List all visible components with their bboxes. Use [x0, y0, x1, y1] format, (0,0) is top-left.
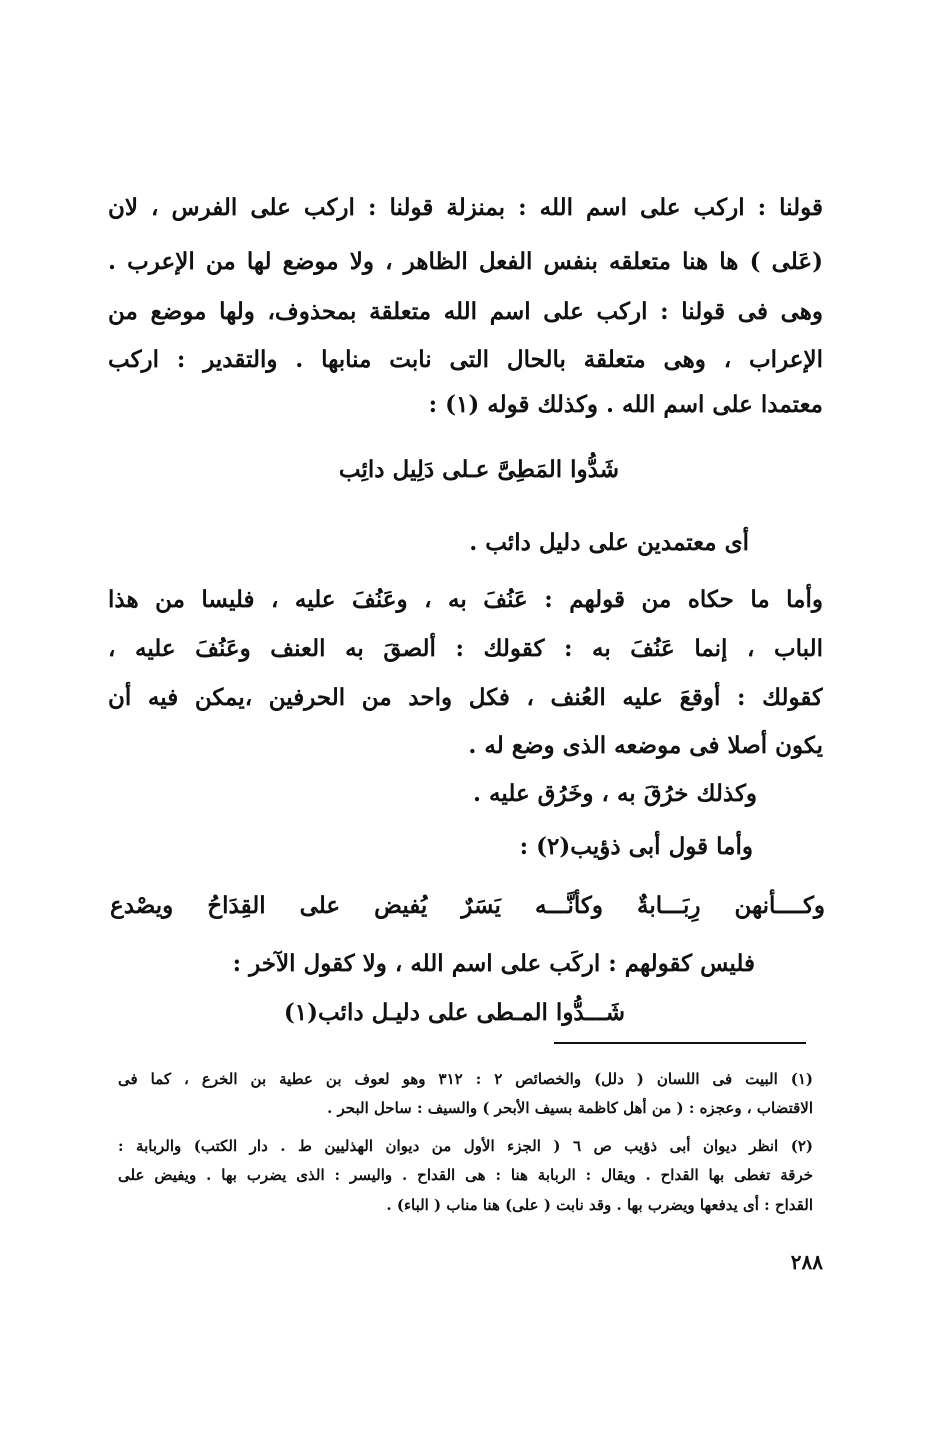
text-line: الباب ، إنما عَنُفَ به : كقولك : ألصقَ به العنف وعَنُفَ عليه ،	[108, 635, 823, 662]
footnote-rule	[554, 1042, 806, 1044]
text-line: فليس كقولهم : اركَب على اسم الله ، ولا كقول الآخر :	[232, 950, 755, 977]
text-line: وأما قول أبى ذؤيب(٢) :	[519, 833, 753, 860]
verse-line: شَدُّوا المَطِىَّ عـلى دَلِيل دائِب	[338, 456, 619, 483]
text-line: كقولك : أوقعَ عليه العُنف ، فكل واحد من الحرفين ،يمكن فيه أن	[108, 684, 823, 711]
verse-line: وكــــأنهن رِبَـــابةٌ وكأنَّـــه يَسَرٌ يُفيض على القِدَاحُ ويصْدع	[110, 892, 825, 919]
verse-line: شَـــدُّوا المـطى على دليـل دائب(١)	[283, 999, 625, 1026]
footnote-line: خرقة تغطى بها القداح . ويقال : الربابة هنا : هى القداح . واليسر : الذى يضرب بها . ويفيض على	[118, 1166, 813, 1184]
page-number: ٢٨٨	[790, 1250, 823, 1274]
text-line: (عَلى ) ها هنا متعلقه بنفس الفعل الظاهر ، ولا موضع لها من الإعرب .	[108, 248, 823, 275]
text-line: وهى فى قولنا : اركب على اسم الله متعلقة بمحذوف، ولها موضع من	[108, 298, 823, 325]
footnote-line: القداح : أى يدفعها ويضرب بها . وقد نابت ( على) هنا مناب ( الباء) .	[386, 1196, 813, 1214]
footnote-line: (٢) انظر ديوان أبى ذؤيب ص ٦ ( الجزء الأول من ديوان الهذليين ط . دار الكتب) والربابة :	[118, 1137, 813, 1155]
text-line: أى معتمدين على دليل دائب .	[469, 529, 749, 556]
footnote-line: (١) البيت فى اللسان ( دلل) والخصائص ٢ : ٣١٢ وهو لعوف بن عطية بن الخرع ، كما فى	[118, 1070, 813, 1088]
text-line: الإعراب ، وهى متعلقة بالحال التى نابت منابها . والتقدير : اركب	[108, 346, 823, 373]
text-line: وكذلك خرُقَ به ، وخَرُق عليه .	[473, 780, 757, 807]
text-line: قولنا : اركب على اسم الله : بمنزلة قولنا : اركب على الفرس ، لان	[108, 194, 823, 221]
footnote-line: الاقتضاب ، وعجزه : ( من أهل كاظمة بسيف الأبحر ) والسيف : ساحل البحر .	[327, 1099, 813, 1117]
text-line: وأما ما حكاه من قولهم : عَنُفَ به ، وعَنُفَ عليه ، فليسا من هذا	[108, 586, 823, 613]
text-line: يكون أصلا فى موضعه الذى وضع له .	[468, 732, 823, 759]
text-line: معتمدا على اسم الله . وكذلك قوله (١) :	[428, 391, 823, 418]
